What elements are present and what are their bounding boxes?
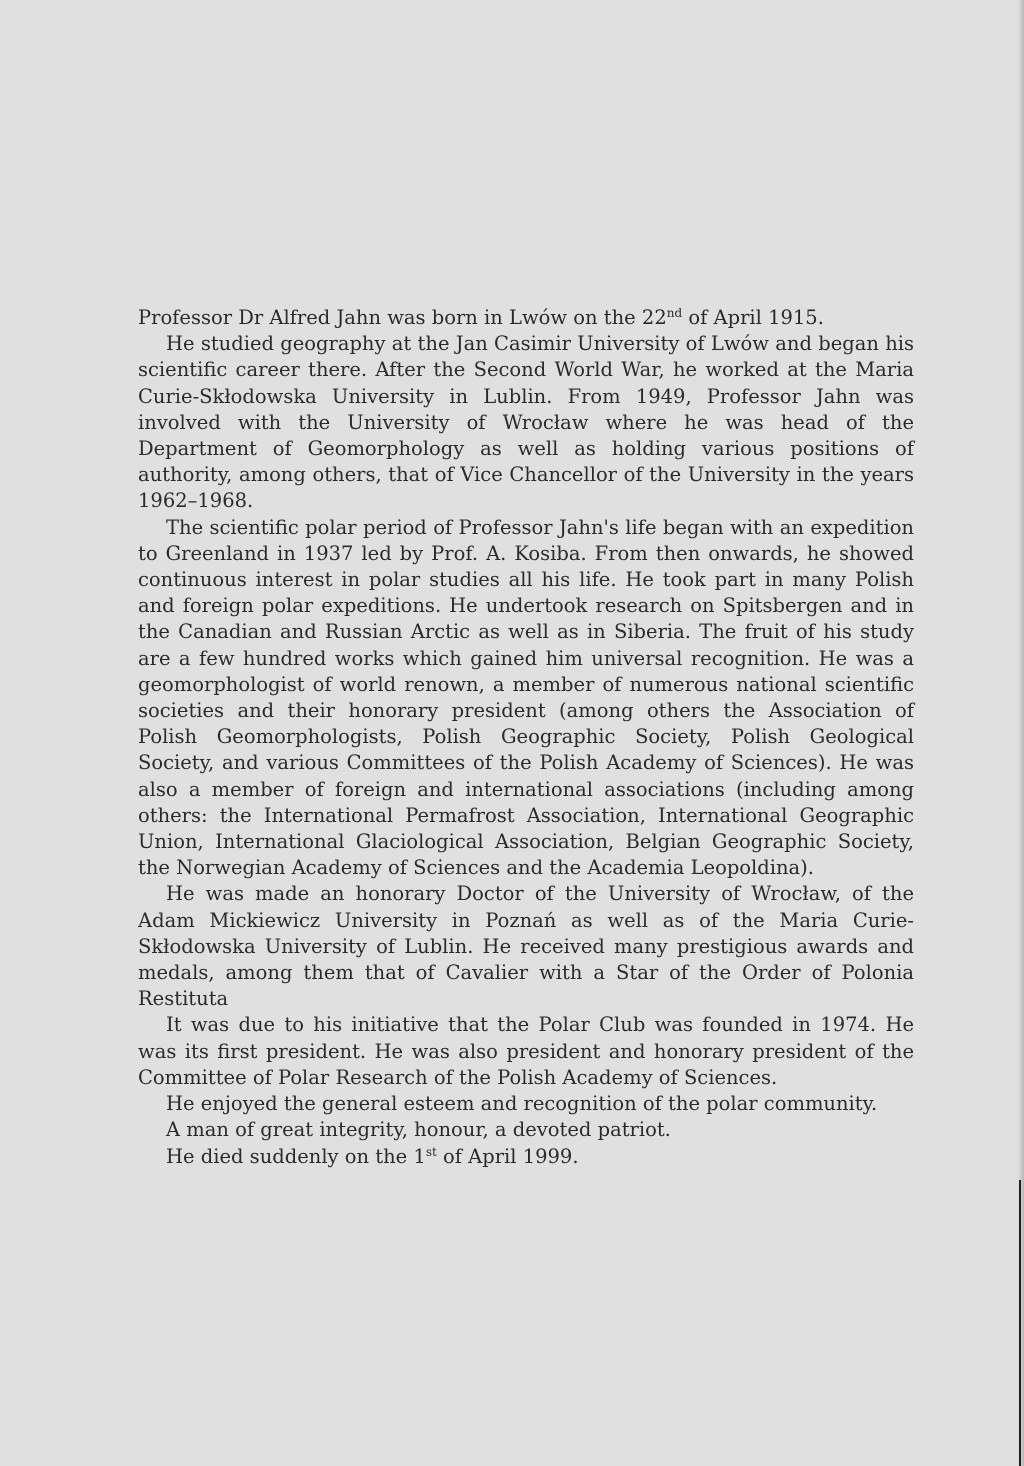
paragraph-death: He died suddenly on the 1st of April 1999.: [166, 1144, 579, 1168]
paragraph-honors: He was made an honorary Doctor of the University of Wrocław, of the Adam Mickiewicz University in Poznań as well as of the Maria Curie-Skłodowska University of Lublin. He received many prestigious awards and medals, among them that of Cavalier with a Star of the Order of Polonia Restituta: [138, 882, 914, 1011]
paragraph-polar-period: The scientific polar period of Professor Jahn's life began with an expedition to Greenland in 1937 led by Prof. A. Kosiba. From then onwards, he showed continuous interest in polar studies all his life. He took part in many Polish and foreign polar expeditions. He undertook research on Spitsbergen and in the Canadian and Russian Arctic as well as in Siberia. The fruit of his study are a few hundred works which gained him universal recognition. He was a geomorphologist of world renown, a member of numerous national scientific societies and their honorary president (among others the Association of Polish Geomorphologists, Polish Geographic Society, Polish Geological Society, and various Committees of the Polish Academy of Sciences). He was also a member of foreign and international associations (including among others: the International Permafrost Association, International Geographic Union, International Glaciological Association, Belgian Geographic Society, the Norwegian Academy of Sciences and the Academia Leopoldina).: [138, 515, 914, 880]
paragraph-esteem: He enjoyed the general esteem and recognition of the polar community.: [166, 1092, 878, 1116]
paragraph-career: He studied geography at the Jan Casimir University of Lwów and began his scientific career there. After the Second World War, he worked at the Maria Curie-Skłodowska University in Lublin. From 1949, Professor Jahn was involved with the University of Wrocław where he was head of the Department of Geomorphology as well as holding various positions of authority, among others, that of Vice Chancellor of the University in the years 1962–1968.: [138, 332, 914, 513]
paragraph-birth: Professor Dr Alfred Jahn was born in Lwów on the 22nd of April 1915.: [138, 306, 824, 329]
page-edge-line: [1019, 1180, 1021, 1466]
paragraph-polar-club: It was due to his initiative that the Polar Club was founded in 1974. He was its first president. He was also president and honorary president of the Committee of Polar Research of the Polish Academy of Sciences.: [138, 1013, 914, 1089]
paragraph-integrity: A man of great integrity, honour, a devoted patriot.: [166, 1118, 671, 1142]
obituary-text: [138, 305, 914, 1170]
